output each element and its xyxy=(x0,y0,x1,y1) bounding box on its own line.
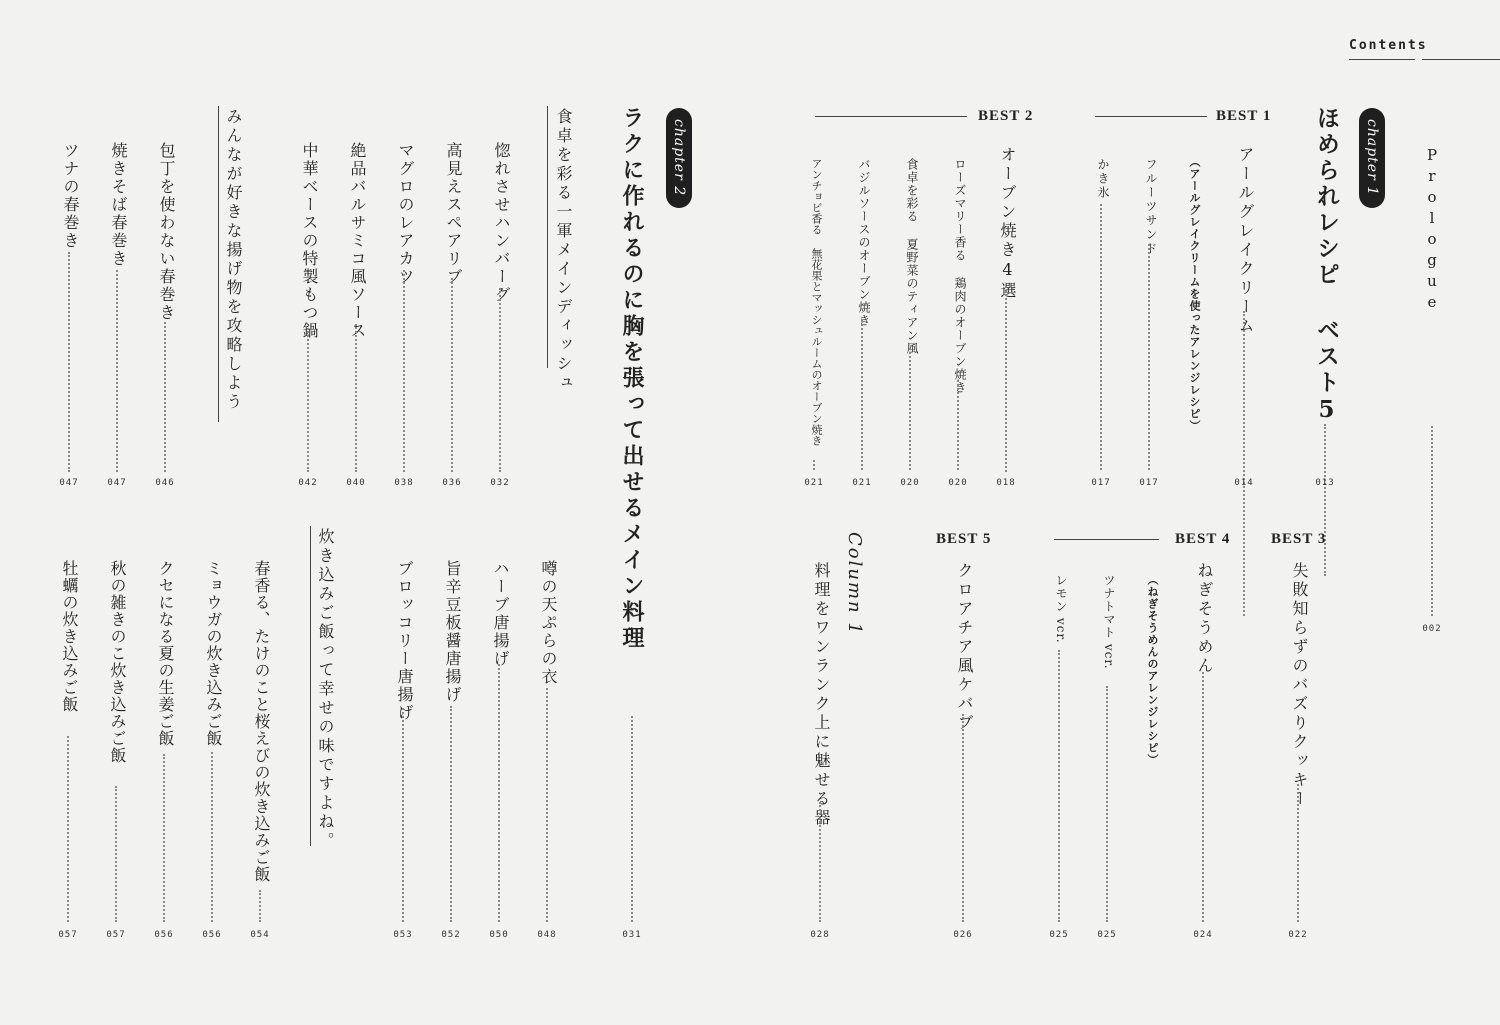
toc-entry-chapter-2-title[interactable] xyxy=(617,106,647,942)
page-number: 017 xyxy=(1091,478,1111,488)
leader-dots xyxy=(1243,311,1245,616)
best-1-arrange-note: （アールグレイクリームを使ったアレンジレシピ） xyxy=(1188,156,1201,432)
toc-entry-tuna-katsu[interactable] xyxy=(392,142,416,490)
page-number: 025 xyxy=(1049,930,1069,940)
leader-dots xyxy=(355,324,357,472)
toc-entry-title: オーブン焼き4選 xyxy=(998,146,1017,301)
chapter-2-badge-label: chapter 2 xyxy=(671,119,687,197)
toc-entry-rosemary-chicken[interactable] xyxy=(948,158,968,490)
page-number: 017 xyxy=(1139,478,1159,488)
toc-entry-earl-grey-cream[interactable] xyxy=(1232,146,1256,490)
toc-entry-title: ミョウガの炊き込みご飯 xyxy=(204,560,223,747)
leader-dots xyxy=(163,754,165,922)
toc-entry-no-knife-harumaki[interactable] xyxy=(153,142,177,490)
toc-entry-title: フルーツサンド xyxy=(1144,158,1158,256)
toc-entry-hamburg[interactable] xyxy=(488,142,512,490)
best-2-rule xyxy=(815,116,967,117)
toc-entry-broccoli-karaage[interactable] xyxy=(391,560,415,942)
page-number: 002 xyxy=(1422,624,1442,634)
toc-entry-title: 包丁を使わない春巻き xyxy=(157,142,176,322)
chapter-2-badge xyxy=(666,108,692,208)
page-number: 022 xyxy=(1288,930,1308,940)
leader-dots xyxy=(259,890,261,922)
toc-entry-title: レモン vcr. xyxy=(1054,574,1068,644)
toc-entry-title: Prologue xyxy=(1423,146,1441,314)
page-number: 056 xyxy=(202,930,222,940)
toc-entry-title: 食卓を彩る 夏野菜のティアン風 xyxy=(905,158,919,355)
leader-dots xyxy=(1100,204,1102,470)
toc-entry-balsamic-sauce[interactable] xyxy=(344,142,368,490)
best-4-label: BEST 4 xyxy=(1175,531,1231,547)
toc-entry-title: ツナの春巻き xyxy=(61,142,80,250)
chapter-2-title: ラクに作れるのに胸を張って出せるメイン料理 xyxy=(619,106,645,652)
toc-entry-chapter-1-title[interactable] xyxy=(1310,106,1340,490)
leader-dots xyxy=(962,714,964,922)
leader-dots xyxy=(861,320,863,470)
chapter-1-badge xyxy=(1359,108,1385,208)
page-number: 052 xyxy=(441,930,461,940)
best-3-label: BEST 3 xyxy=(1271,531,1327,547)
page-number: 038 xyxy=(394,478,414,488)
leader-dots xyxy=(1148,244,1150,470)
toc-entry-mushroom-rice[interactable] xyxy=(104,560,128,942)
contents-header: Contents xyxy=(1349,38,1428,53)
section-1-heading: 食卓を彩る一軍メインディッシュ xyxy=(554,108,573,393)
page-number: 025 xyxy=(1097,930,1117,940)
toc-entry-doubanjiang-karaage[interactable] xyxy=(439,560,463,942)
leader-dots xyxy=(67,736,69,922)
header-rule-left xyxy=(1349,59,1415,60)
toc-entry-tuna-tomato[interactable] xyxy=(1097,574,1117,942)
page-number: 036 xyxy=(442,478,462,488)
leader-dots xyxy=(1058,650,1060,922)
leader-dots xyxy=(403,270,405,472)
toc-entry-title: 噂の天ぷらの衣 xyxy=(539,560,558,686)
page-number: 013 xyxy=(1315,478,1335,488)
section-3-rule xyxy=(310,526,311,846)
toc-entry-croatian-kebab[interactable] xyxy=(951,562,975,942)
toc-entry-title: ねぎそうめん xyxy=(1195,562,1214,676)
section-1-rule xyxy=(547,106,548,368)
page-number: 024 xyxy=(1193,930,1213,940)
leader-dots xyxy=(116,270,118,472)
section-2-rule xyxy=(218,106,219,422)
header-rule-right xyxy=(1422,59,1500,60)
leader-dots xyxy=(813,460,815,470)
toc-entry-shaved-ice[interactable] xyxy=(1091,158,1111,490)
section-3-heading: 炊き込みご飯って幸せの味ですよね。 xyxy=(316,528,335,851)
toc-entry-negi-somen[interactable] xyxy=(1191,562,1215,942)
page-number: 047 xyxy=(59,478,79,488)
leader-dots xyxy=(1005,286,1007,472)
toc-entry-herb-karaage[interactable] xyxy=(487,560,511,942)
toc-entry-anchovy-fig[interactable] xyxy=(804,158,824,490)
page-number: 031 xyxy=(622,930,642,940)
leader-dots xyxy=(307,328,309,472)
toc-entry-title: クロアチア風ケバブ xyxy=(955,562,974,733)
page-number: 054 xyxy=(250,930,270,940)
best-1-label: BEST 1 xyxy=(1216,108,1272,124)
page-number: 056 xyxy=(154,930,174,940)
leader-dots xyxy=(819,802,821,922)
toc-entry-title: 絶品バルサミコ風ソース xyxy=(348,142,367,340)
page-number: 021 xyxy=(804,478,824,488)
page-number: 050 xyxy=(489,930,509,940)
toc-entry-bamboo-shoot-rice[interactable] xyxy=(248,560,272,942)
section-2-heading: みんなが好きな揚げ物を攻略しよう xyxy=(224,108,243,412)
toc-entry-title: ブロッコリー唐揚げ xyxy=(395,560,414,722)
leader-dots xyxy=(1106,686,1108,922)
leader-dots xyxy=(1324,424,1326,576)
toc-entry-spare-ribs[interactable] xyxy=(440,142,464,490)
leader-dots xyxy=(68,252,70,472)
toc-entry-oven-bake-4[interactable] xyxy=(994,146,1018,490)
toc-entry-motsunabe[interactable] xyxy=(296,142,320,490)
page-number: 026 xyxy=(953,930,973,940)
toc-entry-title: ハーブ唐揚げ xyxy=(491,560,510,668)
page-number: 020 xyxy=(900,478,920,488)
toc-entry-title: クセになる夏の生姜ご飯 xyxy=(156,560,175,747)
toc-entry-title: 焼きそば春巻き xyxy=(109,142,128,268)
page-number: 028 xyxy=(810,930,830,940)
toc-entry-title: マグロのレアカツ xyxy=(396,142,415,286)
leader-dots xyxy=(1431,426,1433,616)
chapter-1-title: ほめられレシピ ベスト5 xyxy=(1313,106,1340,426)
toc-entry-yakisoba-harumaki[interactable] xyxy=(105,142,129,490)
leader-dots xyxy=(1202,672,1204,922)
leader-dots xyxy=(1297,784,1299,922)
toc-entry-title: 中華ベースの特製もつ鍋 xyxy=(300,142,319,340)
leader-dots xyxy=(211,752,213,922)
toc-entry-ginger-rice[interactable] xyxy=(152,560,176,942)
best-5-label: BEST 5 xyxy=(936,531,992,547)
leader-dots xyxy=(451,278,453,472)
toc-entry-title: 牡蠣の炊き込みご飯 xyxy=(60,560,79,713)
toc-entry-title: ローズマリー香る 鶏肉のオーブン焼き xyxy=(953,158,967,394)
page-number: 046 xyxy=(155,478,175,488)
toc-entry-myoga-rice[interactable] xyxy=(200,560,224,942)
page-number: 042 xyxy=(298,478,318,488)
toc-entry-title: 秋の雑きのこ炊き込みご飯 xyxy=(108,560,127,764)
toc-entry-title: バジルソースのオーブン焼き xyxy=(857,158,871,327)
page-number: 018 xyxy=(996,478,1016,488)
toc-entry-title: アールグレイクリーム xyxy=(1236,146,1255,336)
leader-dots xyxy=(909,348,911,470)
page-number: 053 xyxy=(393,930,413,940)
page-number: 057 xyxy=(106,930,126,940)
leader-dots xyxy=(450,706,452,922)
page-number: 057 xyxy=(58,930,78,940)
leader-dots xyxy=(402,708,404,922)
leader-dots xyxy=(499,288,501,472)
page-number: 020 xyxy=(948,478,968,488)
toc-entry-title: ツナトマト vcr. xyxy=(1102,574,1116,670)
leader-dots xyxy=(115,786,117,922)
toc-entry-title: かき氷 xyxy=(1096,158,1110,200)
toc-entry-oyster-rice[interactable] xyxy=(56,560,80,942)
page-number: 040 xyxy=(346,478,366,488)
chapter-1-badge-label: chapter 1 xyxy=(1364,119,1380,197)
leader-dots xyxy=(498,664,500,922)
toc-entry-buzz-cookie[interactable] xyxy=(1286,562,1310,942)
best-2-label: BEST 2 xyxy=(978,108,1034,124)
leader-dots xyxy=(164,322,166,472)
toc-entry-lemon[interactable] xyxy=(1049,574,1069,942)
toc-entry-summer-tian[interactable] xyxy=(900,158,920,490)
toc-entry-fruit-sandwich[interactable] xyxy=(1139,158,1159,490)
toc-entry-basil-oven[interactable] xyxy=(852,158,872,490)
page-number: 014 xyxy=(1234,478,1254,488)
toc-entry-column-tableware[interactable] xyxy=(808,562,832,942)
toc-entry-tuna-harumaki[interactable] xyxy=(57,142,81,490)
toc-entry-title: 料理をワンランク上に魅せる器 xyxy=(812,562,831,828)
toc-entry-title: 失敗知らずのバズりクッキー xyxy=(1290,562,1309,809)
best-4-arrange-note: （ねぎそうめんのアレンジレシピ） xyxy=(1146,574,1159,766)
toc-entry-tempura-batter[interactable] xyxy=(535,560,559,942)
toc-entry-title: 旨辛豆板醤唐揚げ xyxy=(443,560,462,704)
toc-entry-prologue[interactable] xyxy=(1420,146,1444,634)
toc-entry-title: 高見えスペアリブ xyxy=(444,142,463,286)
page-number: 032 xyxy=(490,478,510,488)
best-1-rule xyxy=(1095,116,1207,117)
toc-entry-title: 惚れさせハンバーグ xyxy=(492,142,511,304)
toc-entry-title: 春香る、たけのこと桜えびの炊き込みご飯 xyxy=(252,560,271,883)
page-number: 021 xyxy=(852,478,872,488)
best-4-rule xyxy=(1054,539,1159,540)
toc-entry-title: アンチョビ香る 無花果とマッシュルームのオーブン焼き xyxy=(810,158,823,446)
leader-dots xyxy=(546,688,548,922)
page-number: 047 xyxy=(107,478,127,488)
leader-dots xyxy=(957,380,959,470)
column-1-label: Column 1 xyxy=(844,532,865,636)
page-number: 048 xyxy=(537,930,557,940)
leader-dots xyxy=(631,716,633,922)
